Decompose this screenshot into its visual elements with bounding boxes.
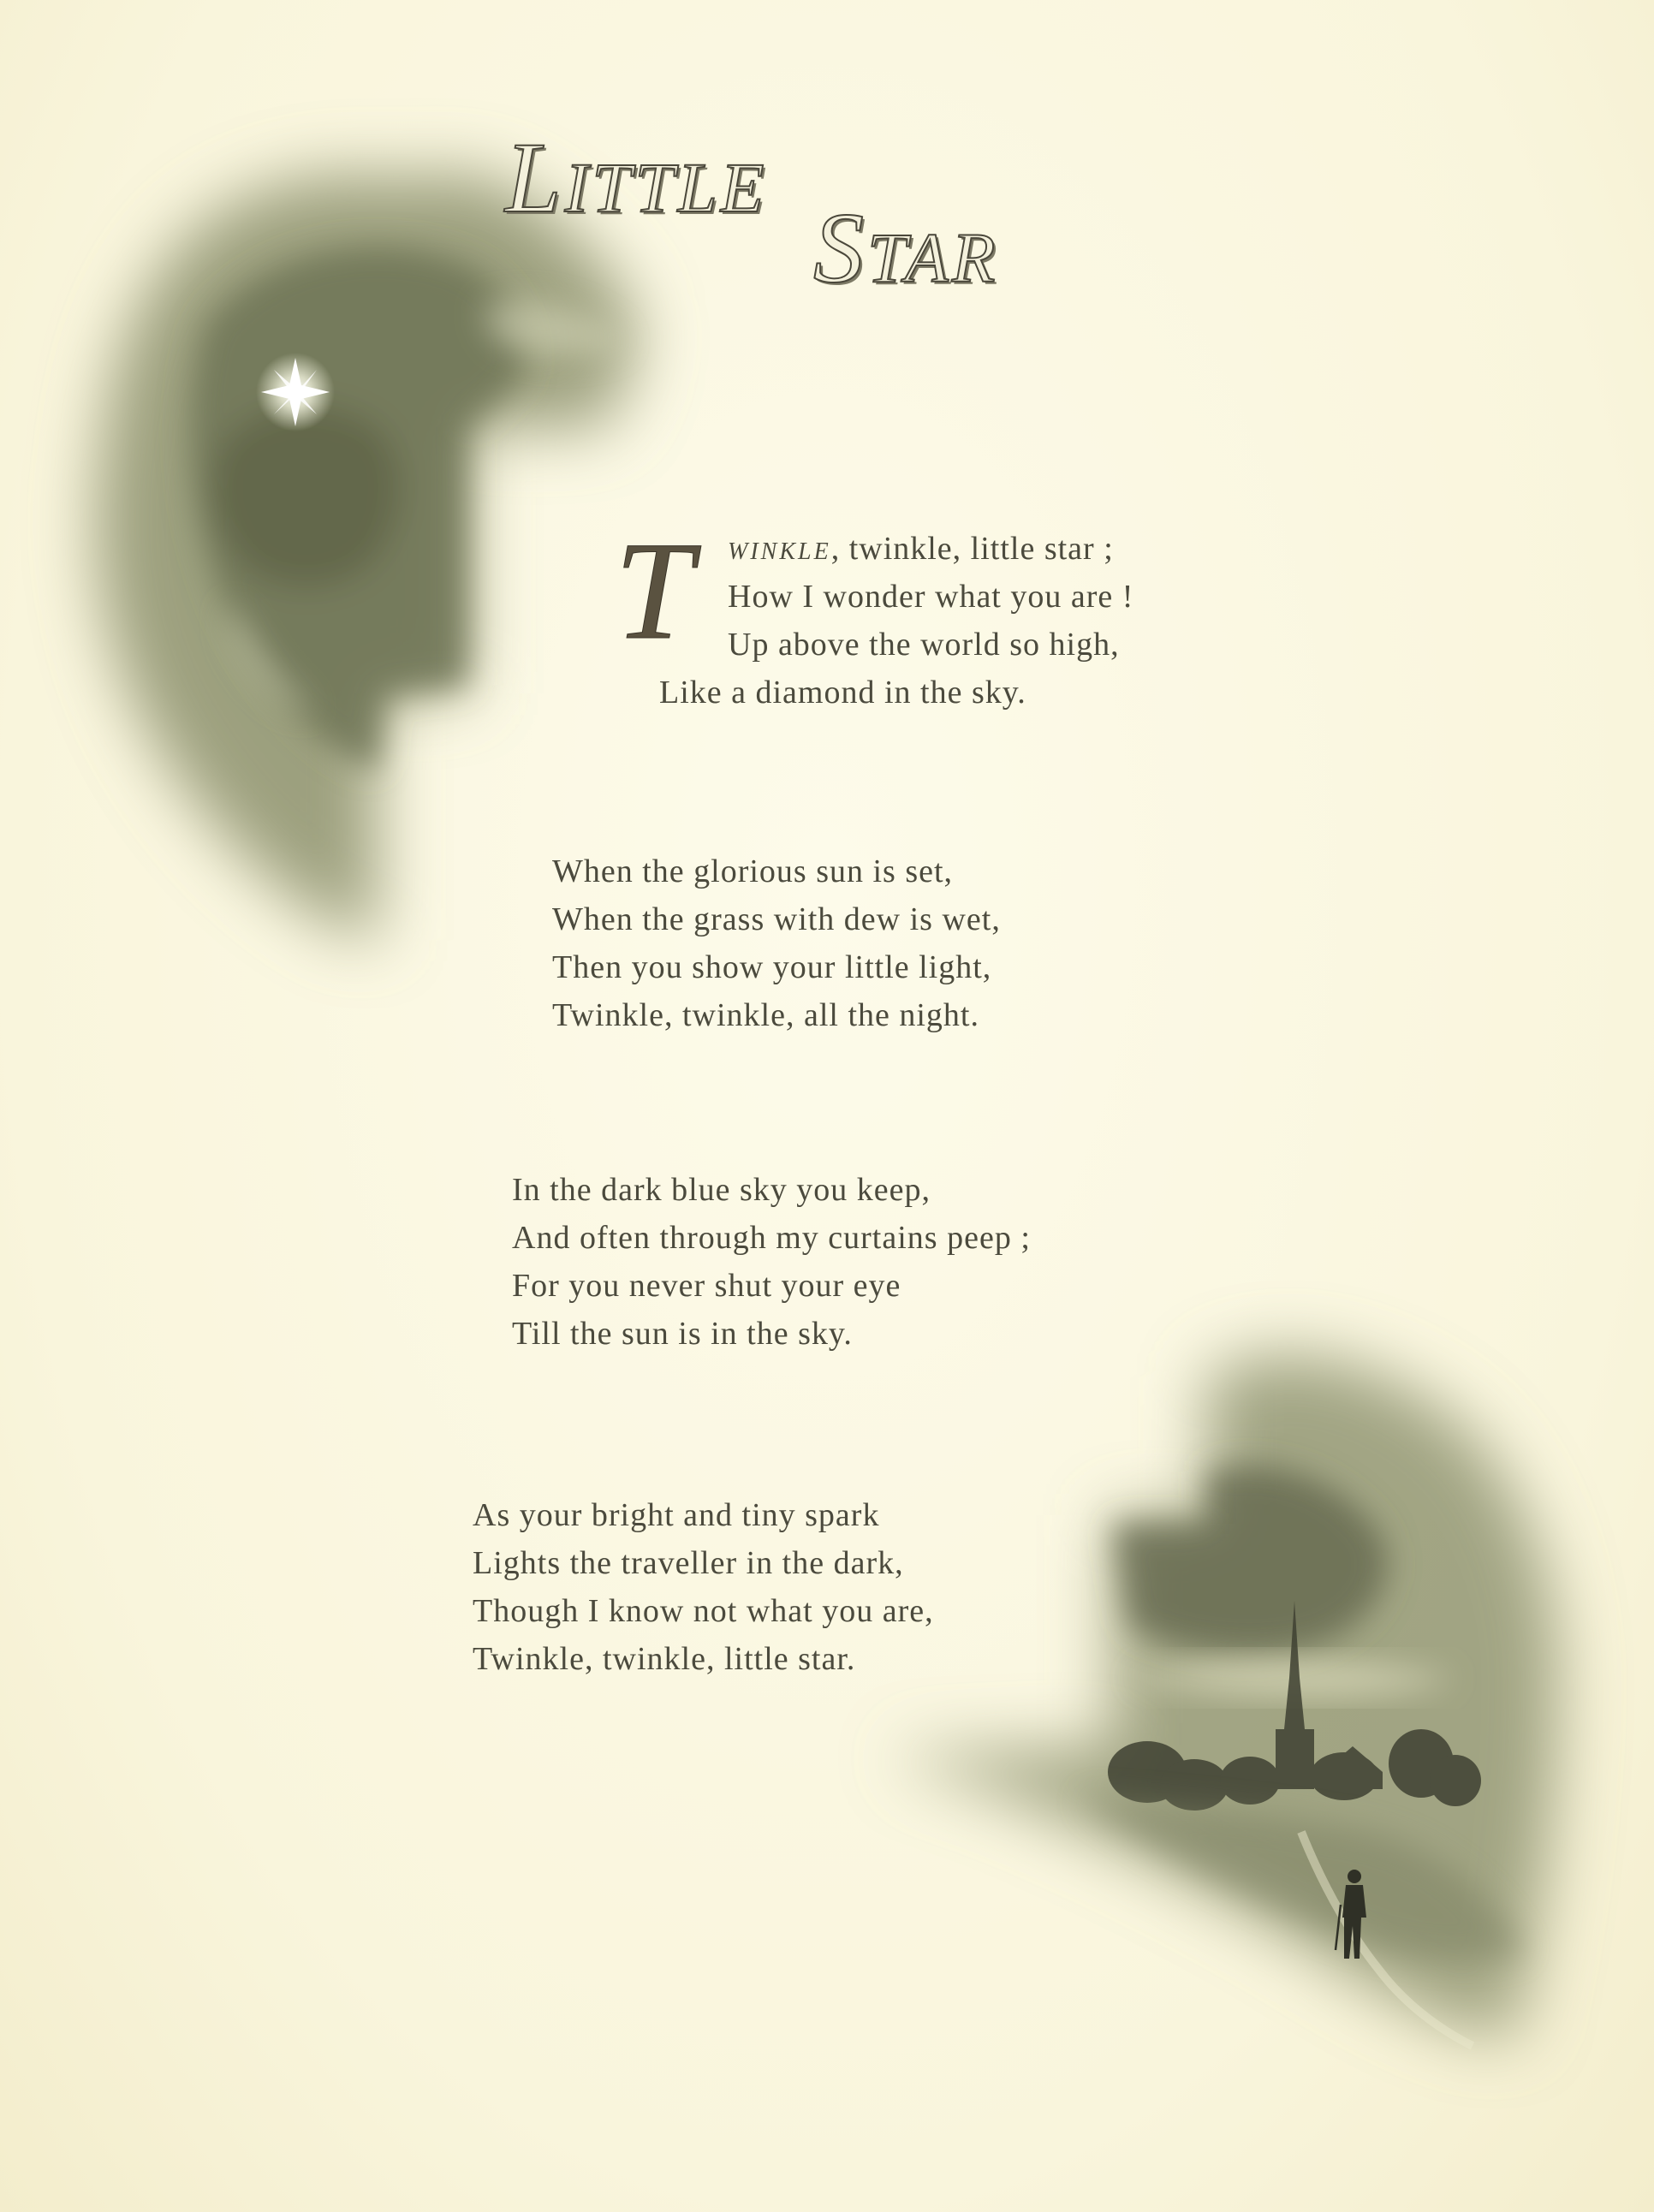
poem-line: When the grass with dew is wet, (552, 901, 1001, 937)
poem-line: Twinkle, twinkle, little star. (473, 1641, 856, 1677)
poem-line: In the dark blue sky you keep, (512, 1172, 931, 1208)
stanza-1 (615, 514, 1134, 717)
poem-line: And often through my curtains peep ; (512, 1220, 1031, 1256)
stanza-3 (512, 1166, 1031, 1358)
line-1-rest: , twinkle, little star ; (830, 531, 1114, 567)
poem-line (659, 524, 1133, 573)
stanza-2 (552, 847, 1001, 1039)
poem-line: Like a diamond in the sky. (659, 675, 1026, 711)
poem-line: Then you show your little light, (552, 949, 992, 985)
poem-line: When the glorious sun is set, (552, 853, 954, 889)
poem-line: Till the sun is in the sky. (512, 1316, 853, 1352)
poem-line: Up above the world so high, (728, 627, 1120, 663)
title-word-star: Star (813, 192, 999, 304)
title-word-little: Little (505, 122, 768, 234)
poem-line: Twinkle, twinkle, all the night. (552, 997, 979, 1033)
poem-line: As your bright and tiny spark (473, 1497, 880, 1533)
first-word: winkle (728, 528, 831, 567)
stanza-4 (473, 1491, 934, 1683)
poem-line: For you never shut your eye (512, 1268, 901, 1304)
poem-line: Though I know not what you are, (473, 1593, 934, 1629)
drop-cap: T (615, 514, 694, 669)
poem-line: How I wonder what you are ! (728, 579, 1134, 615)
poem-line: Lights the traveller in the dark, (473, 1545, 904, 1581)
